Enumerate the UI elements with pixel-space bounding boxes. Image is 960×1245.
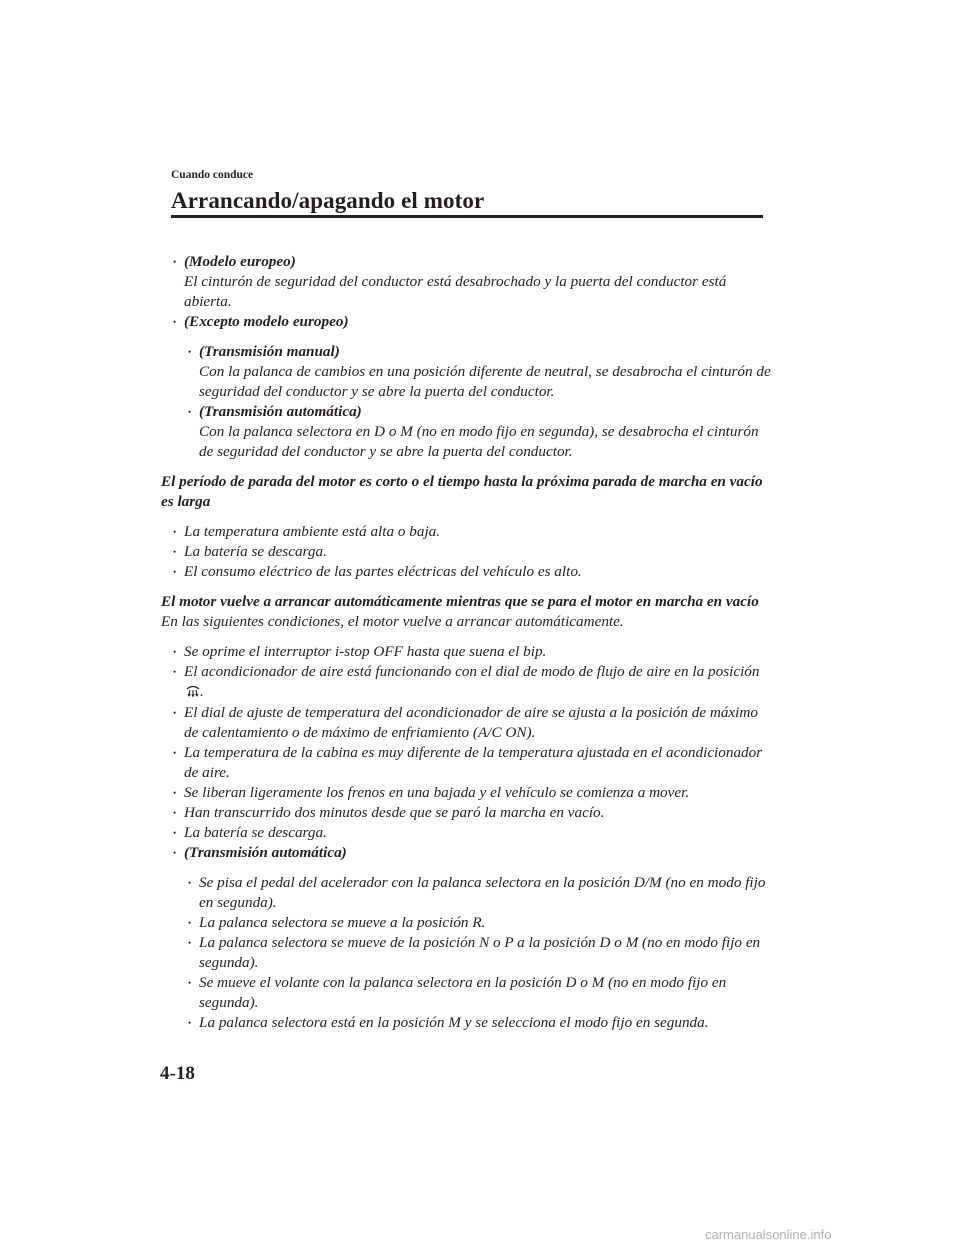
header-rule	[171, 215, 763, 218]
page-header	[171, 168, 763, 216]
list-item-excepto-modelo-europeo	[161, 312, 771, 332]
bullet-heading: (Transmisión manual)	[199, 343, 340, 360]
bullet-heading: (Excepto modelo europeo)	[184, 313, 349, 330]
list-item: • Se oprime el interruptor i-stop OFF hasta que suena el bip.	[161, 642, 771, 662]
sublist-item: • Se pisa el pedal del acelerador con la palanca selectora en la posición D/M (no en modo fijo en segunda).	[161, 873, 771, 913]
section-intro: En las siguientes condiciones, el motor vuelve a arrancar automáticamente.	[161, 613, 624, 630]
section-label: Cuando conduce	[171, 169, 254, 181]
list-item: • La temperatura de la cabina es muy diferente de la temperatura ajustada en el acondicionador de aire.	[161, 743, 771, 783]
sublist-item: • La palanca selectora está en la posición M y se selecciona el modo fijo en segunda.	[161, 1013, 771, 1033]
bullet-text: El cinturón de seguridad del conductor está desabrochado y la puerta del conductor está abierta.	[184, 273, 727, 310]
list-item: • El consumo eléctrico de las partes eléctricas del vehículo es alto.	[161, 562, 771, 582]
bullet-text: Con la palanca selectora en D o M (no en modo fijo en segunda), se desabrocha el cinturón de seguridad del conductor y se abre la puerta del conductor.	[199, 423, 759, 460]
list-item: • La batería se descarga.	[161, 823, 771, 843]
list-item-airflow-mode: • El acondicionador de aire está funcionando con el dial de modo de flujo de aire en la posición.	[161, 662, 771, 703]
sublist-item: • La palanca selectora se mueve de la posición N o P a la posición D o M (no en modo fijo en segunda).	[161, 933, 771, 973]
list-item-transmision-automatica	[161, 843, 771, 863]
bullet-heading: (Transmisión automática)	[199, 403, 362, 420]
bullet-heading: (Transmisión automática)	[184, 844, 347, 861]
list-item: • Han transcurrido dos minutos desde que se paró la marcha en vacío.	[161, 803, 771, 823]
bullet-heading: (Modelo europeo)	[184, 253, 296, 270]
sublist-item-transmision-manual	[161, 342, 771, 402]
list-item: • El dial de ajuste de temperatura del acondicionador de aire se ajusta a la posición de máximo de calentamiento o de máximo de enfriamiento (A/C ON).	[161, 703, 771, 743]
sublist-item-transmision-automatica	[161, 402, 771, 462]
bullet-text: Con la palanca de cambios en una posición diferente de neutral, se desabrocha el cinturón de seguridad del conductor y se abre la puerta del conductor.	[199, 363, 771, 400]
list-item: • La temperatura ambiente está alta o baja.	[161, 522, 771, 542]
page-number: 4-18	[160, 1063, 195, 1084]
list-item: • Se liberan ligeramente los frenos en una bajada y el vehículo se comienza a mover.	[161, 783, 771, 803]
chapter-title: Arrancando/apagando el motor	[171, 188, 485, 213]
list-item-modelo-europeo	[161, 252, 771, 312]
defroster-icon	[186, 683, 200, 703]
sublist-item: • La palanca selectora se mueve a la posición R.	[161, 913, 771, 933]
page-content	[161, 252, 771, 1033]
watermark: carmanualsonline.info	[705, 1227, 832, 1242]
section-heading-periodo-parada: El período de parada del motor es corto o el tiempo hasta la próxima parada de marcha en vacío es larga	[161, 473, 763, 510]
sublist-item: • Se mueve el volante con la palanca selectora en la posición D o M (no en modo fijo en segunda).	[161, 973, 771, 1013]
list-item: • La batería se descarga.	[161, 542, 771, 562]
section-heading-rearranque: El motor vuelve a arrancar automáticamente mientras que se para el motor en marcha en vacío	[161, 593, 759, 610]
